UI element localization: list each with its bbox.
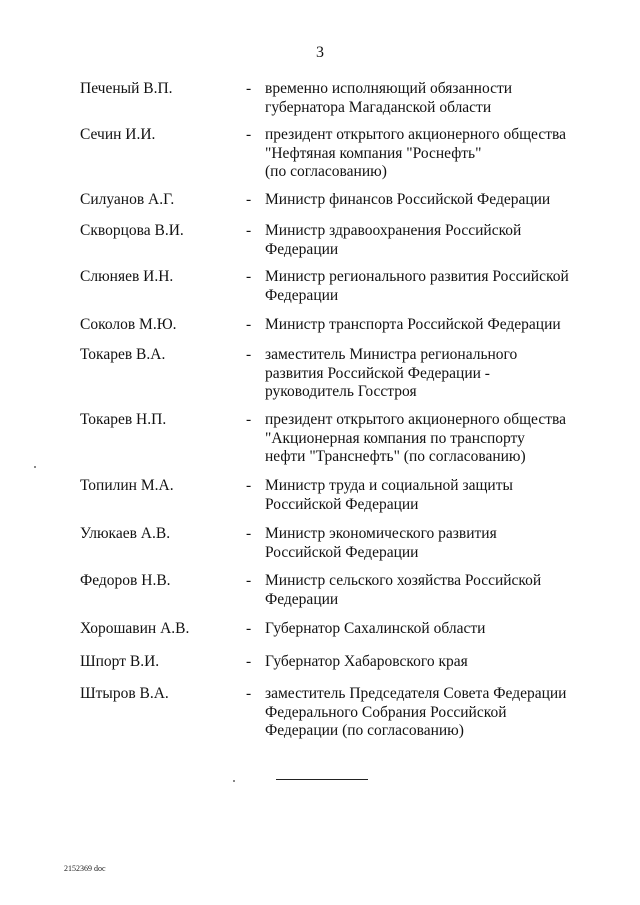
position-line: президент открытого акционерного общества <box>265 411 566 428</box>
position-line: Федерации <box>265 240 339 258</box>
person-name: Шпорт В.И. <box>80 653 160 670</box>
entry-dash: - <box>246 620 252 637</box>
position-line: заместитель Председателя Совета Федерации <box>265 685 567 702</box>
position-line: губернатора Магаданской области <box>265 98 492 116</box>
position-line: Министр сельского хозяйства Российской <box>265 572 542 589</box>
position-description <box>265 525 585 562</box>
entry-dash: - <box>246 222 252 239</box>
position-line: Министр финансов Российской Федерации <box>265 191 551 208</box>
position-line: Министр экономического развития <box>265 525 497 542</box>
page-number: 3 <box>316 44 324 61</box>
person-name: Соколов М.Ю. <box>80 316 177 333</box>
position-description <box>265 685 585 741</box>
position-line: заместитель Министра регионального <box>265 346 518 363</box>
position-line: "Акционерная компания по транспорту <box>265 429 525 447</box>
person-name: Слюняев И.Н. <box>80 268 174 285</box>
person-name: Улюкаев А.В. <box>80 525 171 542</box>
file-code-footer: 2152369 doc <box>64 864 106 873</box>
position-line: Российской Федерации <box>265 543 419 561</box>
position-line: Российской Федерации <box>265 495 419 513</box>
position-line: "Нефтяная компания "Роснефть" <box>265 144 482 162</box>
position-description <box>265 316 585 335</box>
person-name: Токарев В.А. <box>80 346 166 363</box>
entry-dash: - <box>246 126 252 143</box>
position-description <box>265 620 585 639</box>
scan-speck <box>233 780 235 782</box>
position-description <box>265 411 585 467</box>
position-description <box>265 653 585 672</box>
entry-dash: - <box>246 685 252 702</box>
position-line: Федерального Собрания Российской <box>265 703 507 721</box>
position-description <box>265 572 585 609</box>
position-description <box>265 346 585 402</box>
position-line: Министр транспорта Российской Федерации <box>265 316 561 333</box>
entry-dash: - <box>246 268 252 285</box>
person-name: Топилин М.А. <box>80 477 174 494</box>
person-name: Федоров Н.В. <box>80 572 171 589</box>
position-description <box>265 80 585 117</box>
position-line: Федерации <box>265 286 339 304</box>
position-description <box>265 268 585 305</box>
position-line: Министр труда и социальной защиты <box>265 477 513 494</box>
position-line: Федерации <box>265 590 339 608</box>
position-description <box>265 191 585 210</box>
position-line: (по согласованию) <box>265 163 387 180</box>
entry-dash: - <box>246 191 252 208</box>
position-line: Федерации (по согласованию) <box>265 722 464 739</box>
position-line: руководитель Госстроя <box>265 383 417 400</box>
person-name: Токарев Н.П. <box>80 411 167 428</box>
person-name: Силуанов А.Г. <box>80 191 175 208</box>
position-line: Министр здравоохранения Российской <box>265 222 522 239</box>
entry-dash: - <box>246 477 252 494</box>
end-of-list-rule <box>276 779 368 780</box>
person-name: Печеный В.П. <box>80 80 173 97</box>
entry-dash: - <box>246 80 252 97</box>
person-name: Скворцова В.И. <box>80 222 184 239</box>
entry-dash: - <box>246 346 252 363</box>
position-line: нефти "Транснефть" (по согласованию) <box>265 448 526 465</box>
position-description <box>265 126 585 182</box>
position-line: временно исполняющий обязанности <box>265 80 513 97</box>
position-line: президент открытого акционерного общества <box>265 126 566 143</box>
position-line: развития Российской Федерации - <box>265 364 490 382</box>
person-name: Сечин И.И. <box>80 126 156 143</box>
person-name: Хорошавин А.В. <box>80 620 190 637</box>
position-line: Губернатор Сахалинской области <box>265 620 486 637</box>
position-description <box>265 477 585 514</box>
person-name: Штыров В.А. <box>80 685 169 702</box>
position-line: Министр регионального развития Российской <box>265 268 569 285</box>
position-description <box>265 222 585 259</box>
entry-dash: - <box>246 411 252 428</box>
entry-dash: - <box>246 572 252 589</box>
position-line: Губернатор Хабаровского края <box>265 653 468 670</box>
entry-dash: - <box>246 525 252 542</box>
scan-speck <box>34 466 36 468</box>
entry-dash: - <box>246 316 252 333</box>
entry-dash: - <box>246 653 252 670</box>
